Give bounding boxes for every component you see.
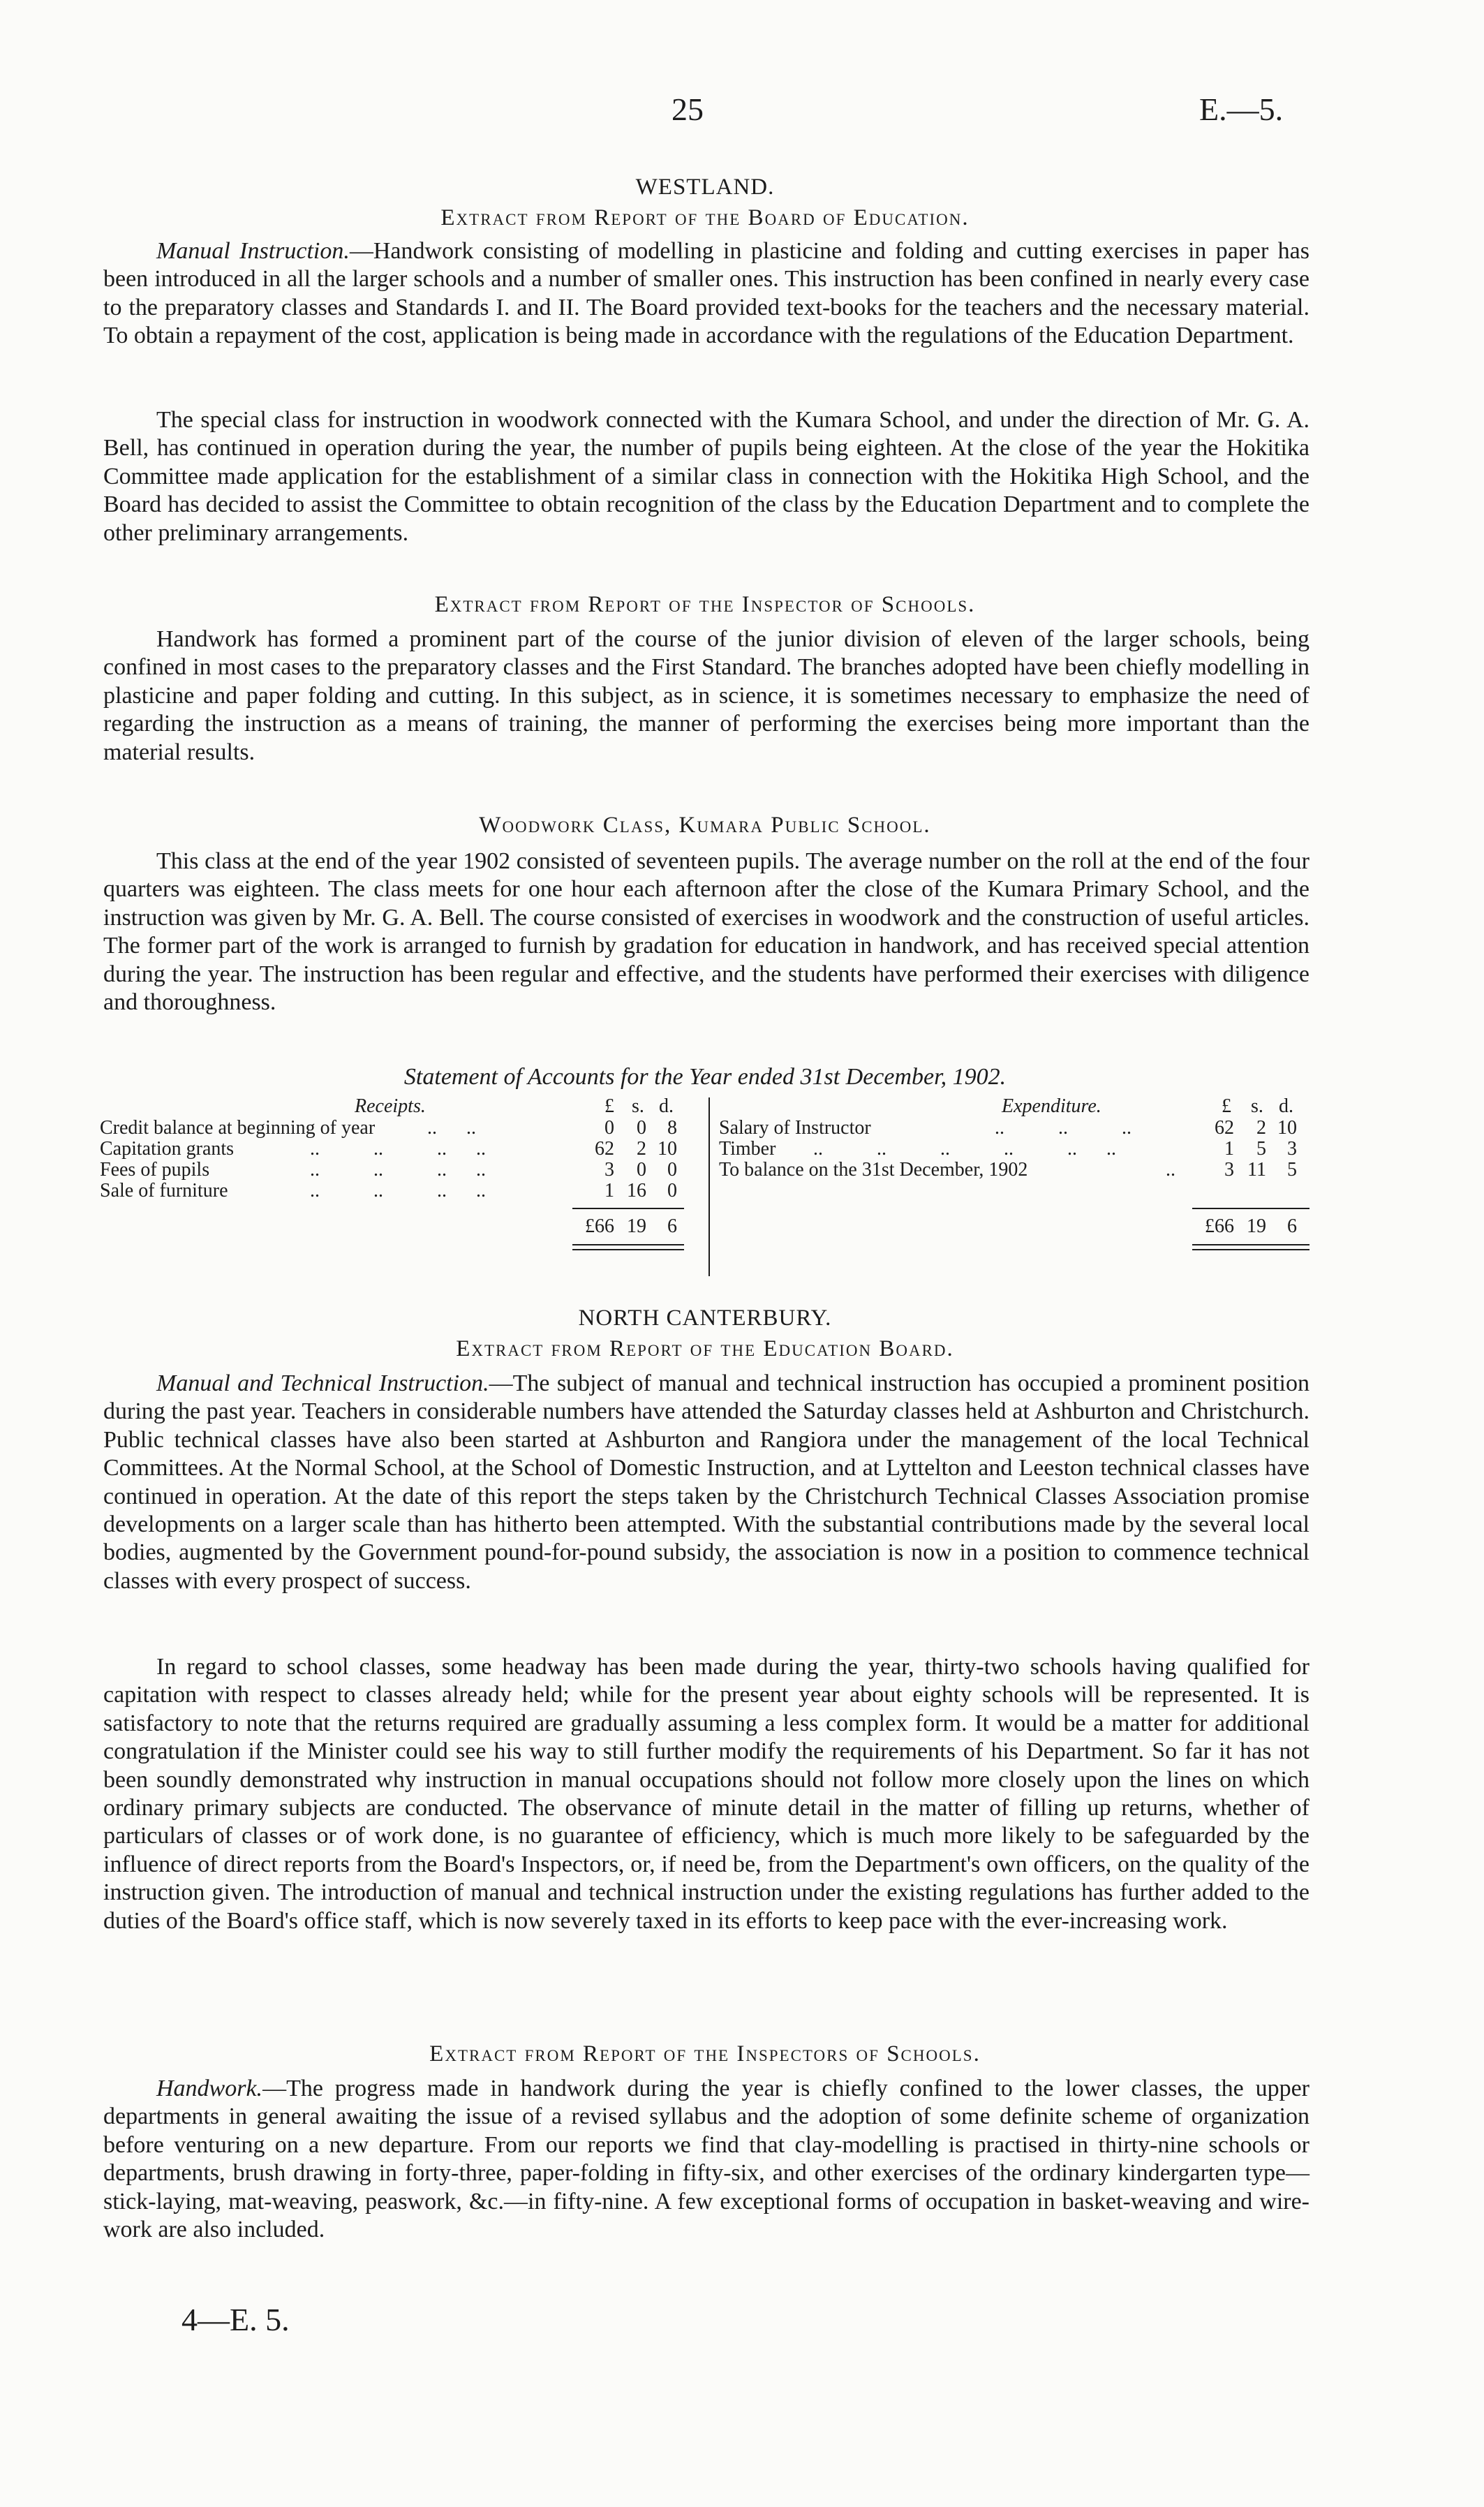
receipt-row-label: Credit balance at beginning of year (100, 1117, 376, 1139)
receipt-row-label: Sale of furniture (100, 1180, 228, 1201)
receipt-row-shillings: 16 (627, 1180, 646, 1201)
statement-title: Statement of Accounts for the Year ended 31st December, 1902. (403, 1064, 1007, 1090)
expenditure-total-pounds: £66 (1205, 1215, 1234, 1237)
receipt-row-leaders: .. .. .. .. (310, 1159, 486, 1181)
receipt-row-shillings: 0 (637, 1159, 646, 1181)
expenditure-row-shillings: 5 (1256, 1138, 1266, 1160)
lsd-pence-left: d. (659, 1095, 674, 1117)
expenditure-row-pounds: 1 (1224, 1138, 1234, 1160)
receipt-row-pence: 8 (667, 1117, 677, 1139)
paragraph-text: —The subject of manual and technical instruction has occupied a prominent position during the past year. Teachers in considerable numbers have attended the Saturday classes held at Ashburton and Christchurch. Public technical classes have also been started at Ashburton and Rangiora under the management of the local Technical Committees. At the Normal School, at the School of Domestic Instruction, and at Lyttelton and Leeston technical classes have continued in operation. At the date of this report the steps taken by the Christchurch Technical Classes Association promise developments on a larger scale than has hitherto been attempted. With the substantial contributions made by the several local bodies, augmented by the Government pound-for-pound subsidy, the association is now in a position to commence technical classes with every prospect of success. (103, 1370, 1309, 1594)
subtotal-rule-right (1192, 1208, 1309, 1209)
westland-paragraph-1 (103, 237, 1309, 350)
expenditure-row-label: Timber (719, 1138, 776, 1160)
expenditure-row-label: Salary of Instructor (719, 1117, 871, 1139)
section-title-north-canterbury: NORTH CANTERBURY. (578, 1306, 832, 1331)
lsd-pound-left: £ (604, 1095, 614, 1117)
expenditure-total-pence: 6 (1287, 1215, 1297, 1237)
lsd-shilling-right: s. (1251, 1095, 1263, 1117)
receipt-row-leaders: .. .. (427, 1117, 476, 1139)
woodwork-class-heading: Woodwork Class, Kumara Public School. (479, 813, 931, 838)
inspector-extract-heading: Extract from Report of the Inspector of Schools. (434, 592, 976, 617)
expenditure-row-shillings: 11 (1247, 1159, 1266, 1181)
receipt-row-pence: 0 (667, 1180, 677, 1201)
receipt-row-pounds: 62 (595, 1138, 614, 1160)
expenditure-total-shillings: 19 (1247, 1215, 1266, 1237)
paragraph-text: —The progress made in handwork during the year is chiefly confined to the lower classes, the upper departments in general awaiting the issue of a revised syllabus and the adoption of some definite scheme of organization before venturing on a new departure. From our reports we find that clay-modelling is practised in thirty-nine schools or departments, brush drawing in forty-three, paper-folding in fifty-six, and other exercises of the ordinary kindergarten type—stick-laying, mat-weaving, peaswork, &c.—in fifty-nine. A few exceptional forms of occupation in basket-weaving and wire-work are also included. (103, 2076, 1309, 2243)
receipts-total-pounds: £66 (585, 1215, 614, 1237)
expenditure-row-pence: 3 (1287, 1138, 1297, 1160)
paragraph-lead: Manual Instruction. (156, 238, 350, 264)
column-divider (708, 1097, 710, 1276)
receipt-row-pence: 0 (667, 1159, 677, 1181)
expenditure-row-shillings: 2 (1256, 1117, 1266, 1139)
receipts-heading: Receipts. (355, 1095, 426, 1117)
westland-paragraph-3: Handwork has formed a prominent part of the course of the junior division of eleven of the larger schools, being confined in most cases to the preparatory classes and the First Standard. The branches adopted have been chiefly modelling in plasticine and paper folding and cutting. In this subject, as in science, it is sometimes necessary to emphasize the need of regarding the instruction as a means of training, the manner of performing the exercises being more important than the material results. (103, 626, 1309, 765)
expenditure-row-leaders: .. .. .. .. .. .. (813, 1138, 1116, 1160)
receipt-row-pounds: 1 (604, 1180, 614, 1201)
lsd-pence-right: d. (1279, 1095, 1293, 1117)
receipt-row-leaders: .. .. .. .. (310, 1180, 486, 1201)
inspectors-extract-heading: Extract from Report of the Inspectors of Schools. (429, 2041, 981, 2066)
expenditure-row-pounds: 3 (1224, 1159, 1234, 1181)
receipt-row-leaders: .. .. .. .. (310, 1138, 486, 1160)
lsd-pound-right: £ (1222, 1095, 1231, 1117)
paragraph-text: —Handwork consisting of modelling in plasticine and folding and cutting exercises in paper has been introduced in all the larger schools and a number of smaller ones. This instruction has been confined in nearly every case to the preparatory classes and Standards I. and II. The Board provided text-books for the teachers and the necessary material. To obtain a repayment of the cost, application is being made in accordance with the regulations of the Education Department. (103, 238, 1309, 349)
expenditure-heading: Expenditure. (1002, 1095, 1101, 1117)
page-number: 25 (671, 91, 704, 127)
receipt-row-pence: 10 (658, 1138, 677, 1160)
north-canterbury-paragraph-3 (103, 2075, 1309, 2244)
subtotal-rule-left (572, 1208, 684, 1209)
receipt-row-shillings: 0 (637, 1117, 646, 1139)
total-rule-right-2 (1192, 1249, 1309, 1250)
board-extract-heading: Extract from Report of the Board of Education. (440, 205, 970, 230)
north-canterbury-paragraph-2: In regard to school classes, some headway has been made during the year, thirty-two schools having qualified for capitation with respect to classes already held; while for the present year about eighty schools will be represented. It is satisfactory to note that the returns required are gradually assuming a less complex form. It would be a matter for additional congratulation if the Minister could see his way to still further modify the requirements of his Department. So far it has not been soundly demonstrated why instruction in manual occupations should not follow more closely upon the lines on which ordinary primary subjects are conducted. The observance of minute detail in the matter of filling up returns, whether of particulars of classes or of work done, is no guarantee of efficiency, which is much more likely to be safeguarded by the influence of direct reports from the Board's Inspectors, or, if need be, from the Department's own officers, on the quality of the instruction given. The introduction of manual and technical instruction under the existing regulations has further added to the duties of the Board's office staff, which is now severely taxed in its efforts to keep pace with the ever-increasing work. (103, 1654, 1309, 1934)
expenditure-row-label: To balance on the 31st December, 1902 (719, 1159, 1028, 1181)
total-rule-right-1 (1192, 1244, 1309, 1245)
receipt-row-label: Capitation grants (100, 1138, 235, 1160)
receipts-total-shillings: 19 (627, 1215, 646, 1237)
receipt-row-pounds: 0 (604, 1117, 614, 1139)
north-canterbury-paragraph-1 (103, 1370, 1309, 1595)
receipt-row-pounds: 3 (604, 1159, 614, 1181)
receipt-row-shillings: 2 (637, 1138, 646, 1160)
expenditure-row-leaders: .. (1166, 1159, 1175, 1181)
westland-paragraph-2: The special class for instruction in woodwork connected with the Kumara School, and under the direction of Mr. G. A. Bell, has continued in operation during the year, the number of pupils being eighteen. At the close of the year the Hokitika Committee made application for the establishment of a similar class in connection with the Hokitika High School, and the Board has decided to assist the Committee to obtain recognition of the class by the Education Department and to complete the other preliminary arrangements. (103, 407, 1309, 546)
expenditure-row-pounds: 62 (1215, 1117, 1234, 1139)
document-code: E.—5. (1199, 91, 1284, 127)
signature-code: 4—E. 5. (181, 2302, 290, 2337)
total-rule-left-1 (572, 1244, 684, 1245)
paragraph-lead: Handwork. (156, 2076, 263, 2101)
expenditure-row-pence: 10 (1277, 1117, 1297, 1139)
education-board-extract-heading: Extract from Report of the Education Board. (456, 1336, 954, 1361)
expenditure-row-pence: 5 (1287, 1159, 1297, 1181)
receipt-row-label: Fees of pupils (100, 1159, 210, 1181)
expenditure-row-leaders: .. .. .. (995, 1117, 1131, 1139)
lsd-shilling-left: s. (632, 1095, 644, 1117)
westland-paragraph-4: This class at the end of the year 1902 consisted of seventeen pupils. The average number on the roll at the end of the four quarters was eighteen. The class meets for one hour each afternoon after the close of the Kumara Primary School, and the instruction was given by Mr. G. A. Bell. The course consisted of exercises in woodwork and the construction of useful articles. The former part of the work is arranged to furnish by gradation for education in handwork, and has received special attention during the year. The instruction has been regular and effective, and the students have performed their exercises with diligence and thoroughness. (103, 848, 1309, 1016)
section-title-westland: WESTLAND. (635, 175, 775, 200)
receipts-total-pence: 6 (667, 1215, 677, 1237)
paragraph-lead: Manual and Technical Instruction. (156, 1370, 489, 1396)
total-rule-left-2 (572, 1249, 684, 1250)
